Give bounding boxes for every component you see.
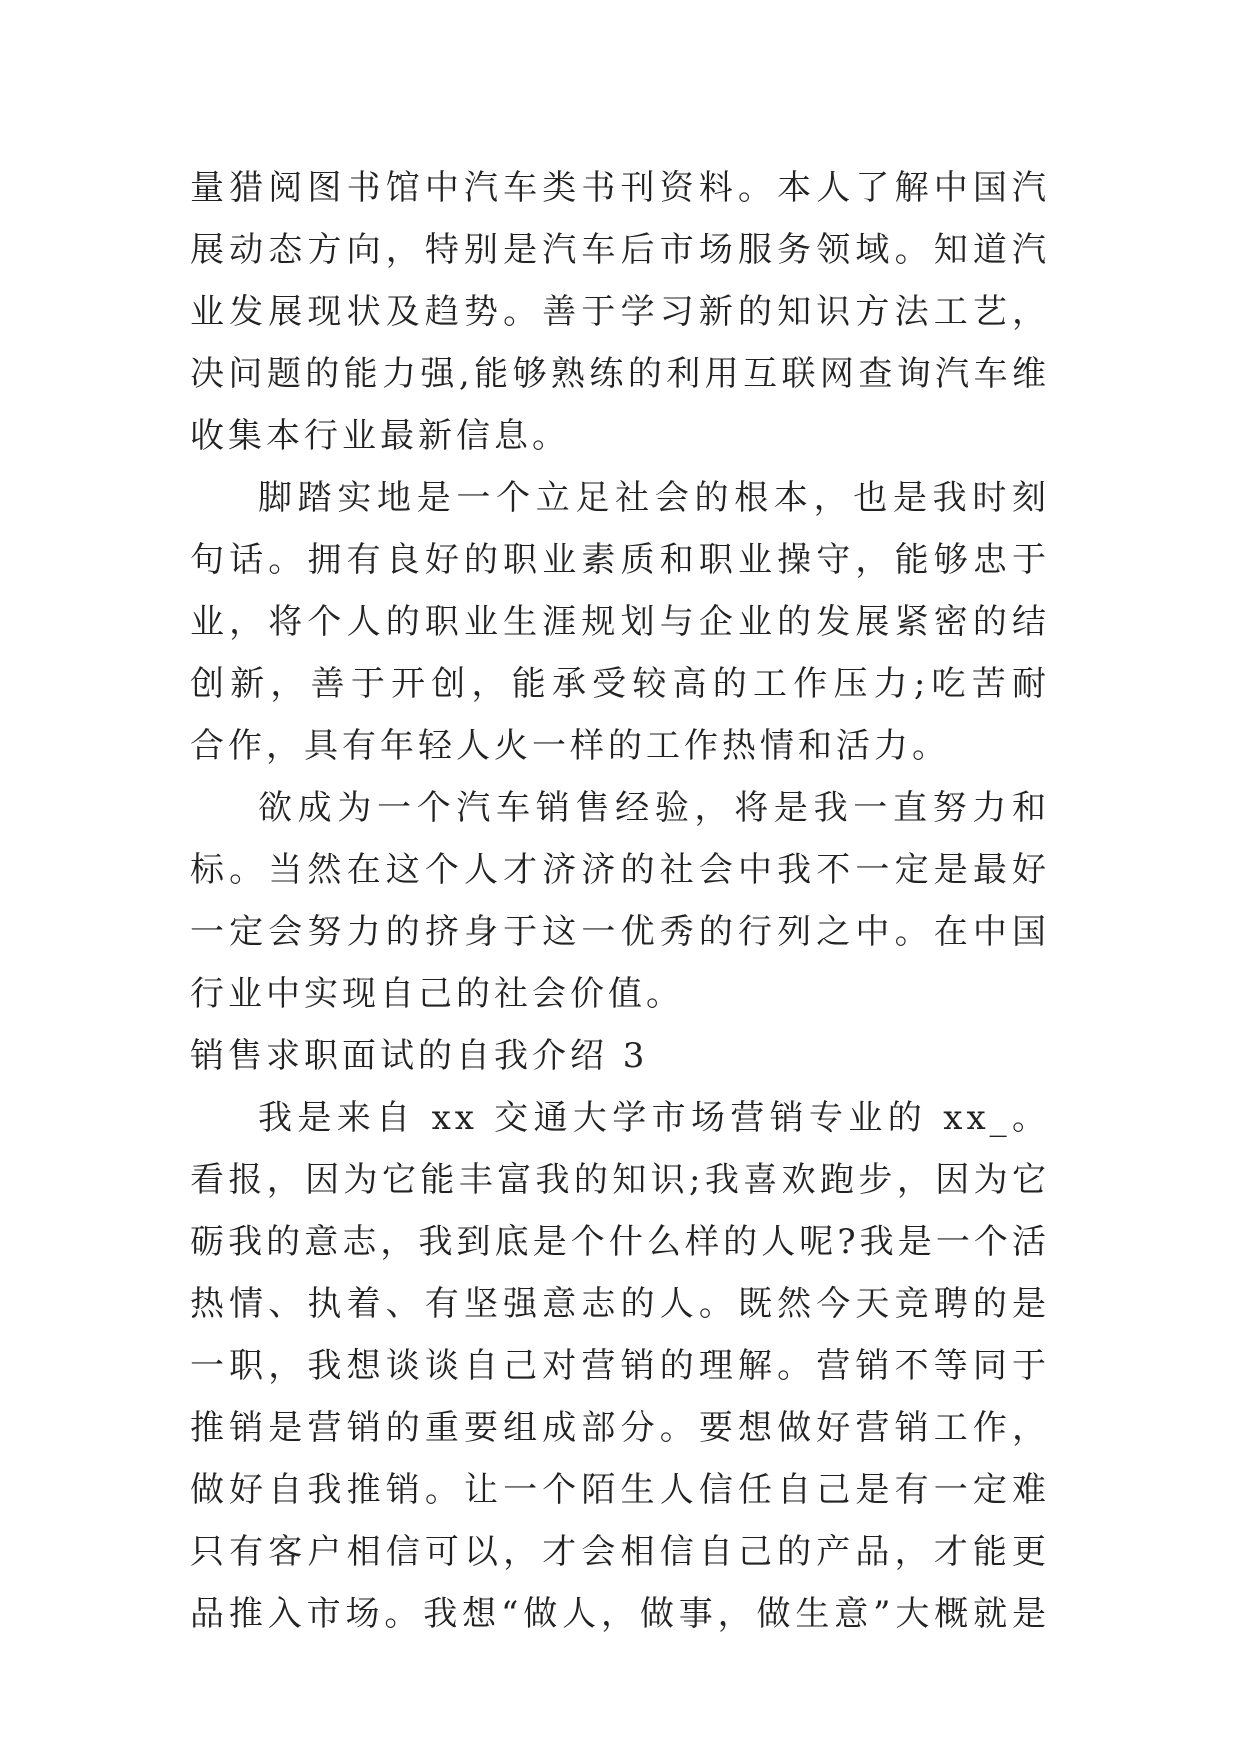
text-line: 量猎阅图书馆中汽车类书刊资料。本人了解中国汽 — [190, 168, 1050, 208]
section-heading — [190, 1025, 1050, 1087]
text-line: 业发展现状及趋势。善于学习新的知识方法工艺， — [190, 292, 1050, 332]
paragraph-2 — [190, 467, 1050, 777]
text-line: 收集本行业最新信息。 — [190, 416, 570, 456]
text-line: 推销是营销的重要组成部分。要想做好营销工作， — [190, 1408, 1050, 1448]
text-line: 行业中实现自己的社会价值。 — [190, 974, 684, 1014]
text-line: 业，将个人的职业生涯规划与企业的发展紧密的结 — [190, 602, 1050, 642]
text-line: 标。当然在这个人才济济的社会中我不一定是最好 — [190, 850, 1050, 890]
text-line: 一职，我想谈谈自己对营销的理解。营销不等同于 — [190, 1346, 1050, 1386]
text-line: 决问题的能力强,能够熟练的利用互联网查询汽车维 — [190, 354, 1050, 394]
text-line: 看报，因为它能丰富我的知识;我喜欢跑步，因为它 — [190, 1160, 1050, 1200]
text-line: 砺我的意志，我到底是个什么样的人呢?我是一个活 — [190, 1222, 1050, 1262]
text-line: 创新，善于开创，能承受较高的工作压力;吃苦耐 — [190, 664, 1050, 704]
text-line: 热情、执着、有坚强意志的人。既然今天竞聘的是 — [190, 1284, 1050, 1324]
text-line: 展动态方向，特别是汽车后市场服务领域。知道汽 — [190, 230, 1050, 270]
text-line: 句话。拥有良好的职业素质和职业操守，能够忠于 — [190, 540, 1050, 580]
document-body — [190, 157, 1050, 1645]
paragraph-3 — [190, 777, 1050, 1025]
text-line: 我是来自 xx 交通大学市场营销专业的 xx_。 — [258, 1098, 1050, 1138]
text-line: 品推入市场。我想“做人，做事，做生意”大概就是 — [190, 1594, 1050, 1634]
text-line: 一定会努力的挤身于这一优秀的行列之中。在中国 — [190, 912, 1050, 952]
text-line: 脚踏实地是一个立足社会的根本，也是我时刻 — [258, 478, 1050, 518]
text-line: 欲成为一个汽车销售经验，将是我一直努力和 — [258, 788, 1050, 828]
text-line: 合作，具有年轻人火一样的工作热情和活力。 — [190, 726, 950, 766]
paragraph-4 — [190, 1087, 1050, 1645]
text-line: 做好自我推销。让一个陌生人信任自己是有一定难 — [190, 1470, 1050, 1510]
heading-text: 销售求职面试的自我介绍 3 — [190, 1036, 649, 1076]
text-line: 只有客户相信可以，才会相信自己的产品，才能更 — [190, 1532, 1050, 1572]
paragraph-1 — [190, 157, 1050, 467]
